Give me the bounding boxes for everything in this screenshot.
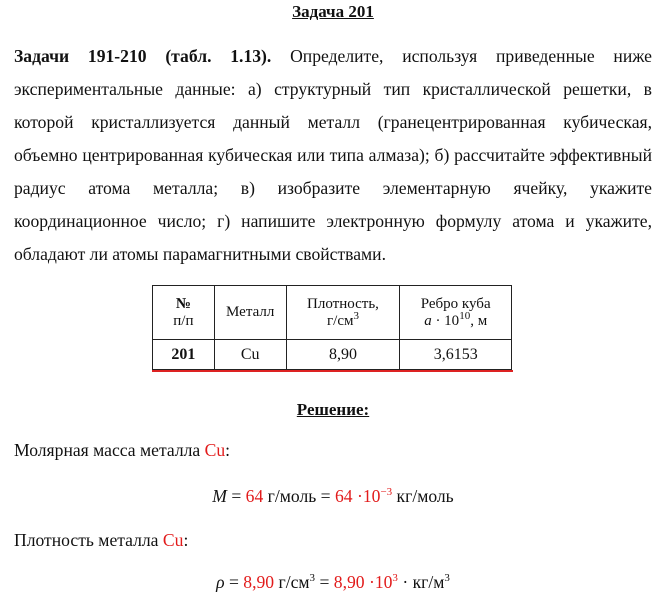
header-metal: Металл — [214, 286, 286, 340]
table-header-row — [153, 286, 512, 340]
solution-title: Решение: — [296, 400, 370, 419]
table-row — [153, 340, 512, 370]
cell-density: 8,90 — [286, 340, 400, 370]
header-number: № п/п — [153, 286, 215, 340]
header-edge: Ребро куба $a \cdot 10^{10}$, м — [400, 286, 512, 340]
problem-statement — [14, 40, 652, 271]
cell-edge: 3,6153 — [400, 340, 512, 370]
problem-lead: Задачи 191-210 (табл. 1.13). — [14, 46, 272, 66]
table-underline — [152, 370, 513, 372]
molar-mass-label: Молярная масса металла Cu: — [14, 440, 231, 460]
data-table — [152, 285, 512, 370]
molar-mass-formula: M = 64 г/моль = $64 \cdot 10^{-3}$ кг/моль — [212, 486, 454, 506]
header-density: Плотность, $г/см^3$ — [286, 286, 400, 340]
cell-metal: Cu — [214, 340, 286, 370]
density-label: Плотность металла Cu: — [14, 530, 189, 550]
problem-text: Определите, используя приведенные ниже экспериментальные данные: а) структурный тип кристаллической решетки, в которой кристаллизуется данный металл (гранецентрированная кубическая, объемно центрированная кубическая или типа алмаза); б) рассчитайте эффективный радиус атома металла; в) изобразите элементарную ячейку, укажите координационное число; г) напишите электронную формулу атома и укажите, обладают ли атомы парамагнитными свойствами. — [14, 46, 652, 264]
task-title: Задача 201 — [292, 2, 374, 21]
density-formula: ρ = 8,90 $г/см^3 = 8,90 \cdot 10^3 \cdot кг/м^3$ — [216, 572, 450, 592]
cell-number: 201 — [153, 340, 215, 370]
